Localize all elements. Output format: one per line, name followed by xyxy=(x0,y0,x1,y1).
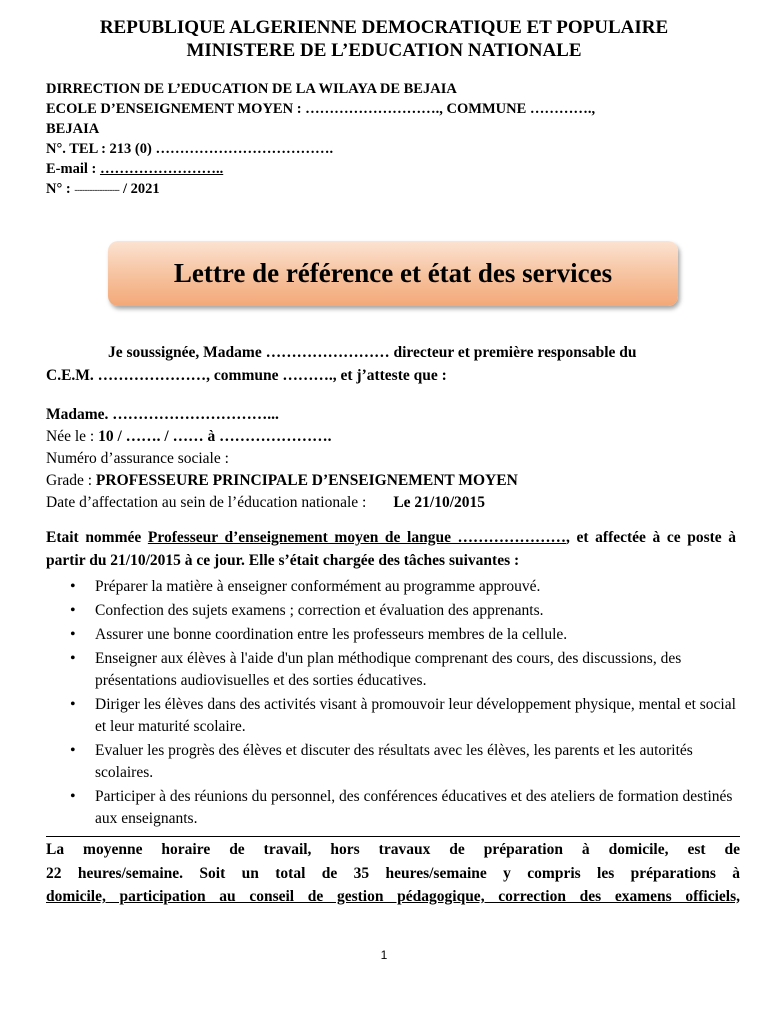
email-value: …………………….. xyxy=(99,161,224,177)
working-hours-paragraph xyxy=(46,838,740,909)
madame-line: Madame. …………………………... xyxy=(46,406,279,423)
assignment-line xyxy=(46,492,746,514)
appointed-part-1: Etait nommée xyxy=(46,529,148,546)
list-item: • Confection des sujets examens ; correction et évaluation des apprenants. xyxy=(66,600,736,622)
appointed-position: Professeur d’enseignement moyen de langue ………………… xyxy=(147,529,567,546)
email-line xyxy=(46,159,746,179)
birth-label: Née le : xyxy=(46,428,99,445)
page-number: 1 xyxy=(380,948,388,962)
list-item: • Participer à des réunions du personnel, des conférences éducatives et des ateliers de formation destinés aux enseignants. xyxy=(66,786,736,830)
list-item: • Assurer une bonne coordination entre les professeurs membres de la cellule. xyxy=(66,624,736,646)
list-item: • Evaluer les progrès des élèves et discuter des résultats avec les élèves, les parents et les autorités scolaires. xyxy=(66,740,736,784)
number-year: / 2021 xyxy=(119,181,160,197)
section-divider xyxy=(46,836,740,837)
email-label: E-mail : xyxy=(46,161,100,177)
intro-line-1: Je soussignée, Madame …………………… directeur et première responsable du xyxy=(108,344,637,361)
city-line: BEJAIA xyxy=(46,121,100,137)
list-item: • Diriger les élèves dans des activités visant à promouvoir leur développement physique, mental et social et leur maturité scolaire. xyxy=(66,694,736,738)
person-details xyxy=(46,404,746,514)
assignment-value: Le 21/10/2015 xyxy=(393,494,486,511)
duties-list xyxy=(66,576,736,832)
administration-block xyxy=(46,79,746,200)
intro-paragraph xyxy=(46,341,736,387)
assignment-label: Date d’affectation au sein de l’éducation nationale : xyxy=(46,494,367,511)
grade-label: Grade : xyxy=(46,472,96,489)
social-security-line: Numéro d’assurance sociale : xyxy=(46,450,229,467)
list-item: • Enseigner aux élèves à l'aide d'un plan méthodique comprenant des cours, des discussions, des présentations audiovisuelles et des sorties éducatives. xyxy=(66,648,736,692)
hours-line-3: domicile, participation au conseil de gestion pédagogique, correction des examens officiels, xyxy=(46,888,740,905)
grade-line xyxy=(46,470,746,492)
direction-line: DIRRECTION DE L’EDUCATION DE LA WILAYA DE BEJAIA xyxy=(46,81,457,97)
appointment-paragraph xyxy=(46,526,736,572)
birth-value: 10 / ……. / …… à …………………. xyxy=(98,428,332,445)
document-title: Lettre de référence et état des services xyxy=(173,258,613,288)
intro-line-2: C.E.M. …………………, commune ………., et j’atteste que : xyxy=(46,367,447,384)
list-item: • Préparer la matière à enseigner conformément au programme approuvé. xyxy=(66,576,736,598)
title-banner xyxy=(108,241,678,306)
hours-line-2: 22 heures/semaine. Soit un total de 35 heures/semaine y compris les préparations à xyxy=(46,864,740,882)
header-ministry-line: MINISTERE DE L’EDUCATION NATIONALE xyxy=(186,40,582,61)
birth-line xyxy=(46,426,746,448)
school-line: ECOLE D’ENSEIGNEMENT MOYEN : ………………………., COMMUNE …………., xyxy=(46,101,596,117)
number-label: N° : xyxy=(46,181,75,197)
grade-value: PROFESSEURE PRINCIPALE D’ENSEIGNEMENT MOYEN xyxy=(95,472,518,489)
number-dashes: ------------------ xyxy=(74,184,120,195)
hours-line-1: La moyenne horaire de travail, hors travaux de préparation à domicile, est de xyxy=(46,841,740,858)
letter-header xyxy=(0,16,768,62)
appointed-part-3: , et affectée à ce poste à partir du 21/10/2015 à ce jour. Elle s’était chargée des tâches suivantes : xyxy=(46,529,737,569)
header-republic-line: REPUBLIQUE ALGERIENNE DEMOCRATIQUE ET POPULAIRE xyxy=(99,17,669,38)
reference-number-line xyxy=(46,179,746,200)
tel-line: N°. TEL : 213 (0) ………………………………. xyxy=(46,141,334,157)
